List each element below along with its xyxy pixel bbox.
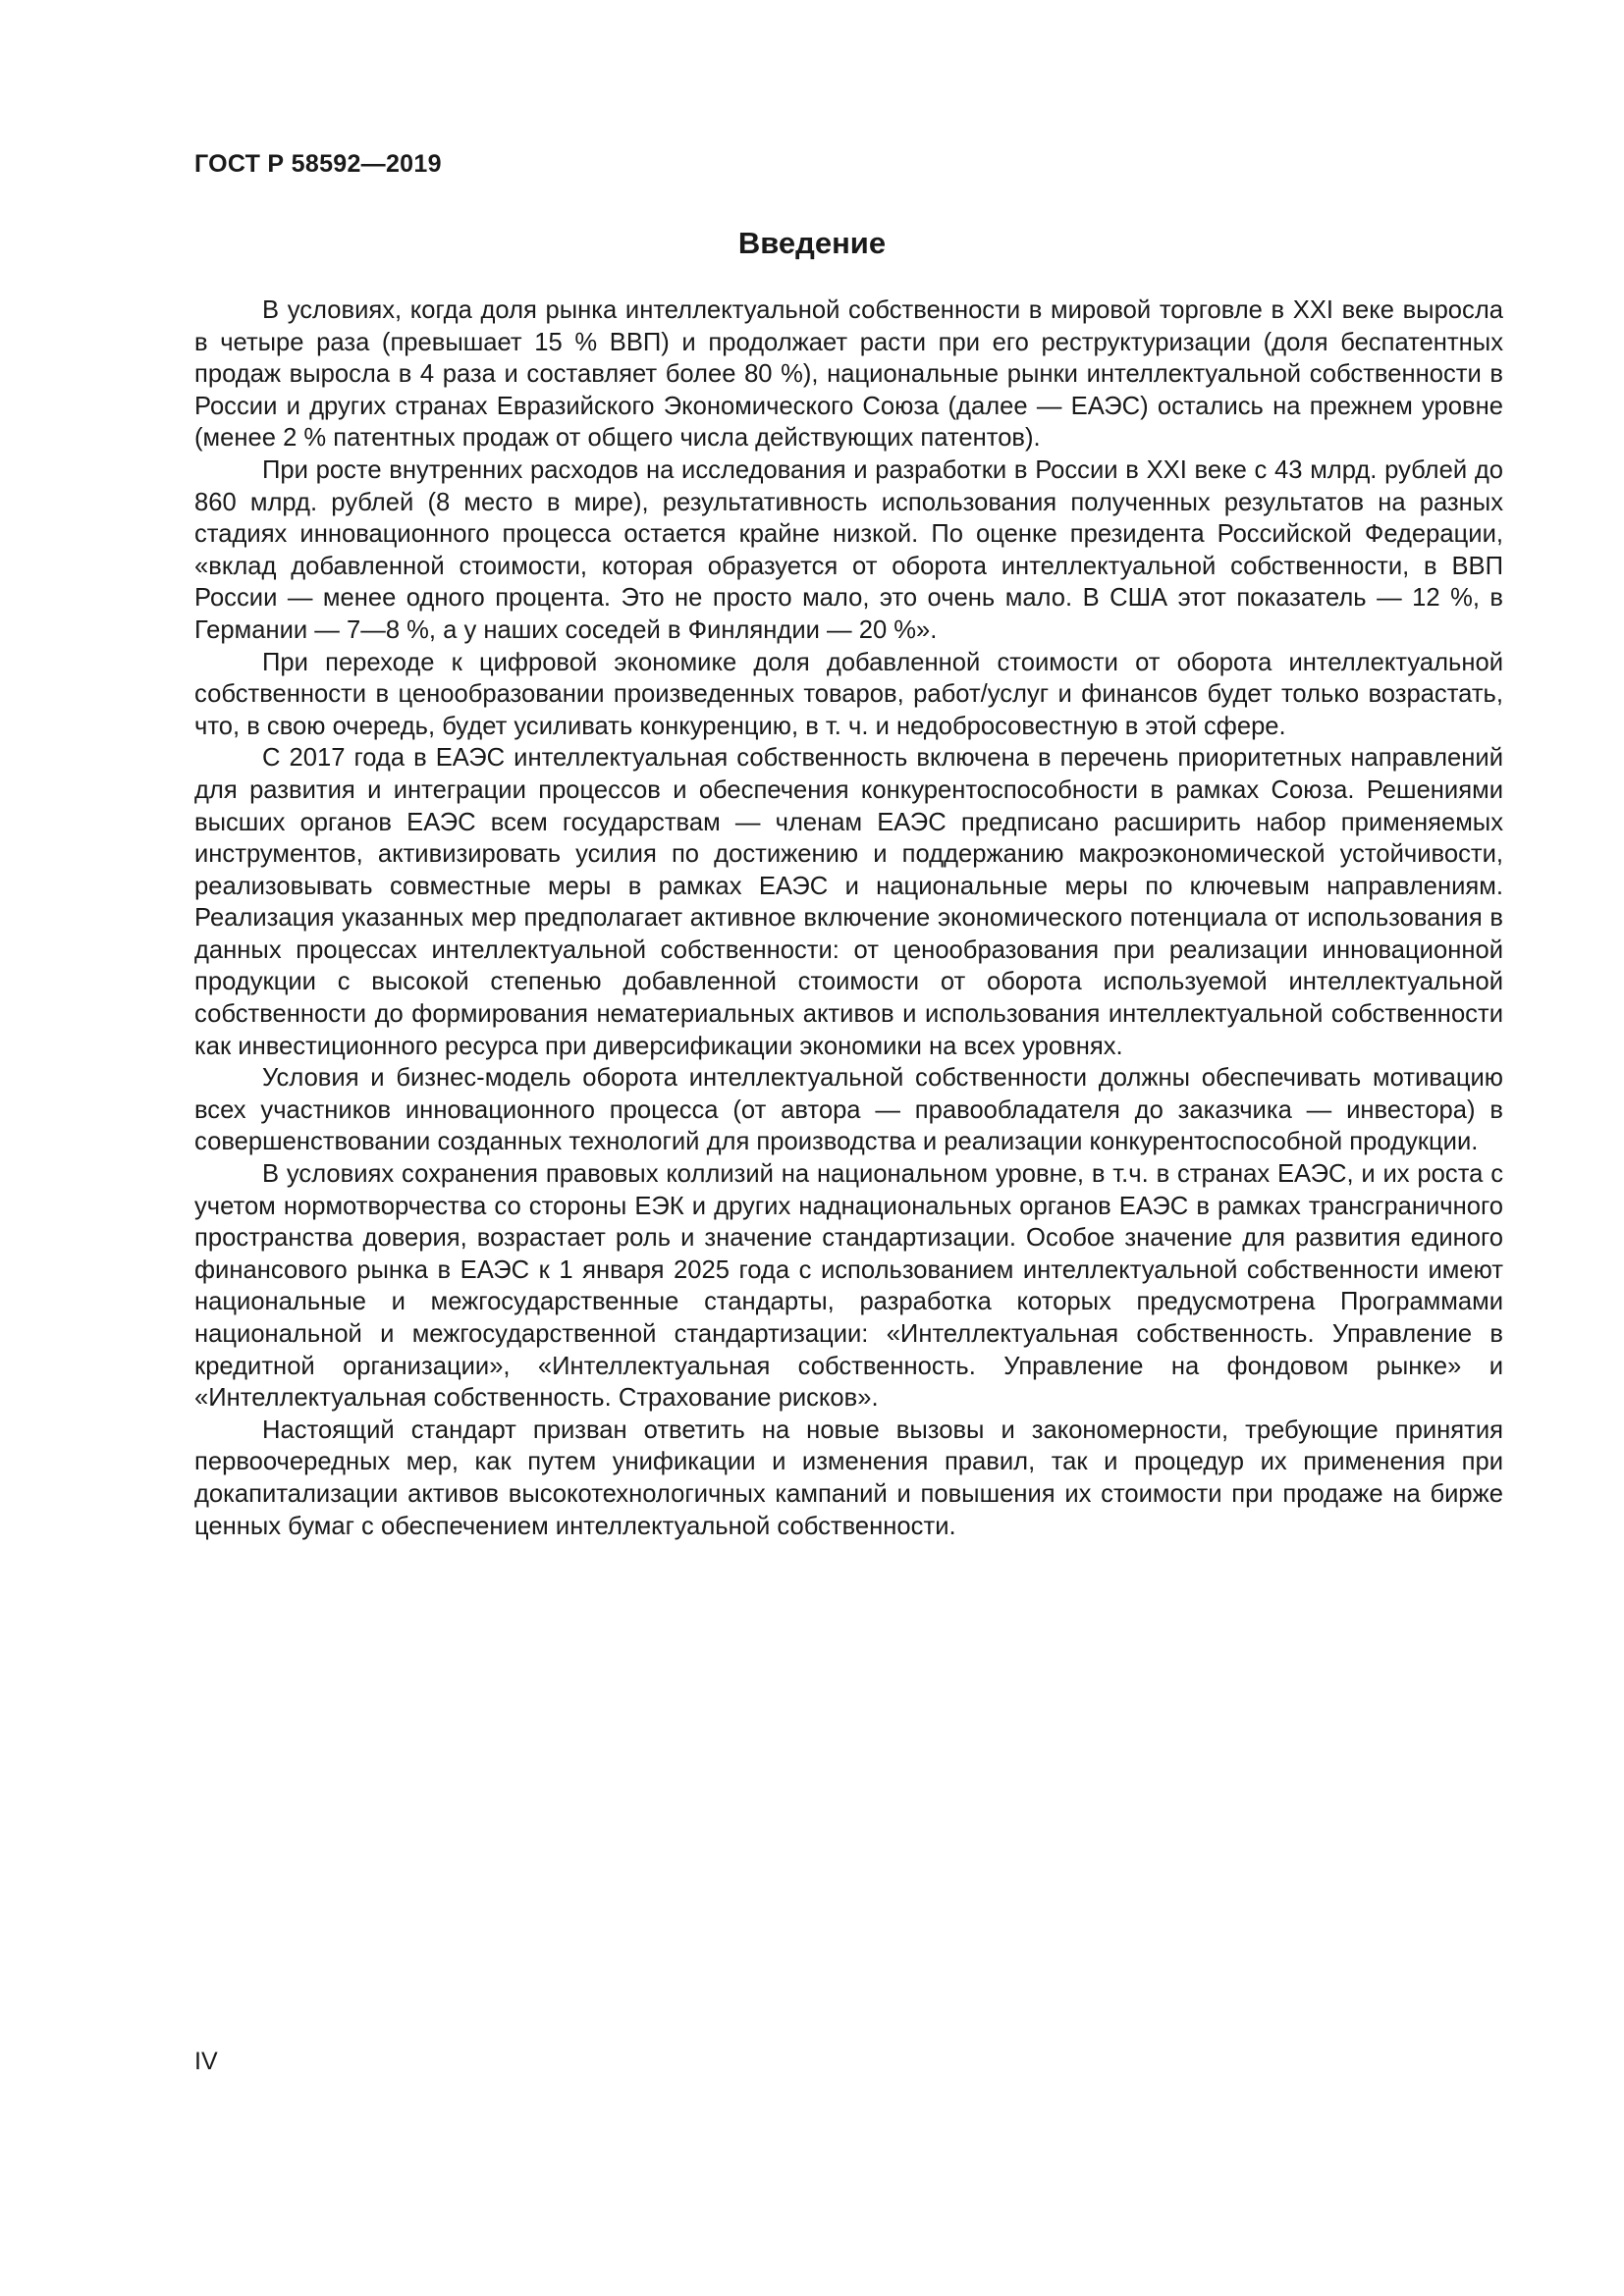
paragraph-2: При росте внутренних расходов на исследования и разработки в России в XXI веке с 43 млрд. рублей до 860 млрд. рублей (8 место в мире), результативность использования полученных результатов на разных стадиях инновационного процесса остается крайне низкой. По оценке президента Российской Федерации, «вклад добавленной стоимости, которая образуется от оборота интеллектуальной собственности, в ВВП России — менее одного процента. Это не просто мало, это очень мало. В США этот показатель — 12 %, в Германии — 7—8 %, а у наших соседей в Финляндии — 20 %». (194, 455, 1503, 644)
body-text (194, 294, 1503, 1542)
document-code-header: ГОСТ Р 58592—2019 (194, 150, 442, 178)
paragraph-3: При переходе к цифровой экономике доля добавленной стоимости от оборота интеллектуальной собственности в ценообразовании произведенных товаров, работ/услуг и финансов будет только возрастать, что, в свою очередь, будет усиливать конкуренцию, в т. ч. и недобросовестную в этой сфере. (194, 648, 1503, 740)
paragraph-4: С 2017 года в ЕАЭС интеллектуальная собственность включена в перечень приоритетных направлений для развития и интеграции процессов и обеспечения конкурентоспособности в рамках Союза. Решениями высших органов ЕАЭС всем государствам — членам ЕАЭС предписано расширить набор применяемых инструментов, активизировать усилия по достижению и поддержанию макроэкономической устойчивости, реализовывать совместные меры в рамках ЕАЭС и национальные меры по ключевым направлениям. Реализация указанных мер предполагает активное включение экономического потенциала от использования в данных процессах интеллектуальной собственности: от ценообразования при реализации инновационной продукции с высокой степенью добавленной стоимости от оборота используемой интеллектуальной собственности до формирования нематериальных активов и использования интеллектуальной собственности как инвестиционного ресурса при диверсификации экономики на всех уровнях. (194, 744, 1503, 1060)
section-title: Введение (737, 226, 887, 260)
paragraph-5: Условия и бизнес-модель оборота интеллектуальной собственности должны обеспечивать мотивацию всех участников инновационного процесса (от автора — правообладателя до заказчика — инвестора) в совершенствовании созданных технологий для производства и реализации конкурентоспособной продукции. (194, 1064, 1503, 1156)
page-number: IV (194, 2048, 218, 2075)
paragraph-6: В условиях сохранения правовых коллизий на национальном уровне, в т.ч. в странах ЕАЭС, и их роста с учетом нормотворчества со стороны ЕЭК и других наднациональных органов ЕАЭС в рамках трансграничного пространства доверия, возрастает роль и значение стандартизации. Особое значение для развития единого финансового рынка в ЕАЭС к 1 января 2025 года с использованием интеллектуальной собственности имеют национальные и межгосударственные стандарты, разработка которых предусмотрена Программами национальной и межгосударственной стандартизации: «Интеллектуальная собственность. Управление в кредитной организации», «Интеллектуальная собственность. Управление на фондовом рынке» и «Интеллектуальная собственность. Страхование рисков». (194, 1160, 1503, 1413)
paragraph-1: В условиях, когда доля рынка интеллектуальной собственности в мировой торговле в XXI веке выросла в четыре раза (превышает 15 % ВВП) и продолжает расти при его реструктуризации (доля беспатентных продаж выросла в 4 раза и составляет более 80 %), национальные рынки интеллектуальной собственности в России и других странах Евразийского Экономического Союза (далее — ЕАЭС) остались на прежнем уровне (менее 2 % патентных продаж от общего числа действующих патентов). (194, 296, 1503, 453)
paragraph-7: Настоящий стандарт призван ответить на новые вызовы и закономерности, требующие принятия первоочередных мер, как путем унификации и изменения правил, так и процедур их применения при докапитализации активов высокотехнологичных кампаний и повышения их стоимости при продаже на бирже ценных бумаг с обеспечением интеллектуальной собственности. (194, 1415, 1503, 1540)
